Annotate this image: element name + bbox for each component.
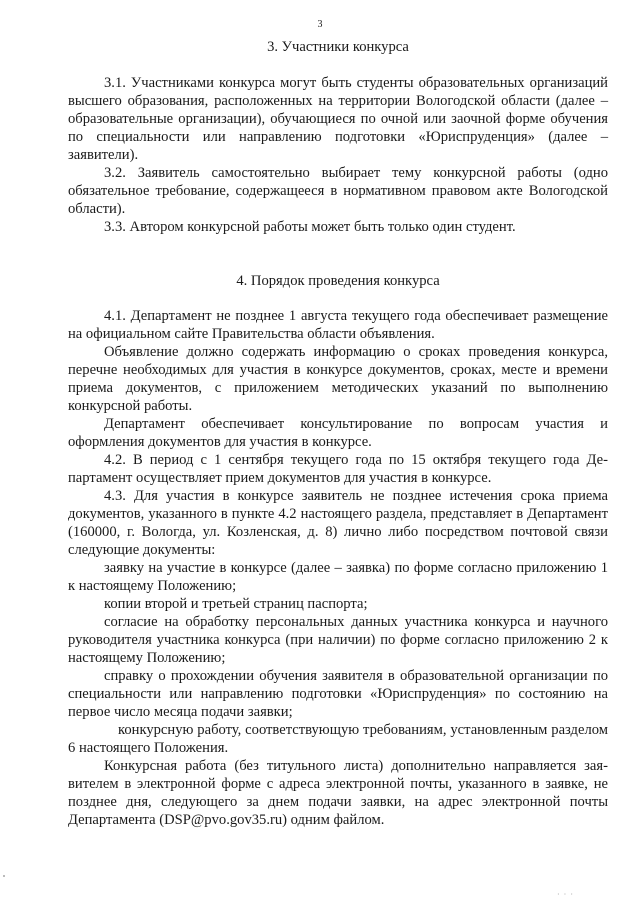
list-item-competition-work: конкурсную работу, соответствующую требованиям, установленным разделом 6 настоящего Положения. — [68, 722, 608, 756]
paragraph-4-3: 4.3. Для участия в конкурсе заявитель не позднее истечения срока приема документов, указанного в пункте 4.2 настоящего раздела, представляет в Департамент (160000, г. Вологда, ул. Козленская, д. 8) лично либо посредством почтовой связи следующие документы: — [68, 488, 608, 558]
list-item-study-certificate: справку о прохождении обучения заявителя в образовательной организации по специальности или направлению подготовки «Юриспруденция» по состоянию на первое число месяца подачи заявки; — [68, 668, 608, 720]
section-4-heading: 4. Порядок проведения конкурса — [236, 273, 440, 289]
paragraph-consulting: Департамент обеспечивает консультирование по вопросам участия и оформления документов для участия в конкурсе. — [68, 416, 608, 450]
paragraph-3-1: 3.1. Участниками конкурса могут быть студенты образовательных организаций высшего образования, расположенных на территории Вологодской области (далее – образовательные организации), обучающиеся по очной или заочной форме обучения по специальности или направлению подготовки «Юриспруденция» (далее – заявители). — [68, 75, 608, 163]
list-item-data-consent: согласие на обработку персональных данных участника конкурса и научного руководителя участника конкурса (при наличии) по форме согласно приложению 2 к настоящему Положению; — [68, 614, 608, 666]
paragraph-3-2: 3.2. Заявитель самостоятельно выбирает тему конкурсной работы (одно обязательное требование, содержащееся в нормативном правовом акте Вологодской области). — [68, 165, 608, 217]
paragraph-electronic-submission: Конкурсная работа (без титульного листа) дополнительно направляется заявителем в электронной форме с адреса электронной почты, указанного в заявке, не позднее дня, следующего за днем подачи заявки, на адрес электронной почты Департамента (DSP@pvo.gov35.ru) одним файлом. — [68, 758, 608, 828]
section-3-heading: 3. Участники конкурса — [267, 39, 409, 55]
paragraph-4-2: 4.2. В период с 1 сентября текущего года по 15 октября текущего года Департамент осуществляет прием документов для участия в конкурсе. — [68, 452, 608, 486]
paragraph-announcement-content: Объявление должно содержать информацию о сроках проведения конкурса, перечне необходимых для участия в конкурсе документов, сроках, месте и времени приема документов, с приложением методических указаний по выполнению конкурсной работы. — [68, 344, 608, 414]
scan-artifact-marks: · · · — [557, 890, 574, 899]
paragraph-4-1: 4.1. Департамент не позднее 1 августа текущего года обеспечивает размещение на официальном сайте Правительства области объявления. — [68, 308, 608, 342]
document-body — [68, 38, 608, 829]
page-number: 3 — [317, 19, 323, 30]
list-item-application: заявку на участие в конкурсе (далее – заявка) по форме согласно приложению 1 к настоящему Положению; — [68, 560, 608, 594]
scan-artifact-dot — [3, 875, 5, 877]
paragraph-3-3: 3.3. Автором конкурсной работы может быть только один студент. — [104, 219, 516, 235]
list-item-passport-copies: копии второй и третьей страниц паспорта; — [104, 596, 368, 612]
